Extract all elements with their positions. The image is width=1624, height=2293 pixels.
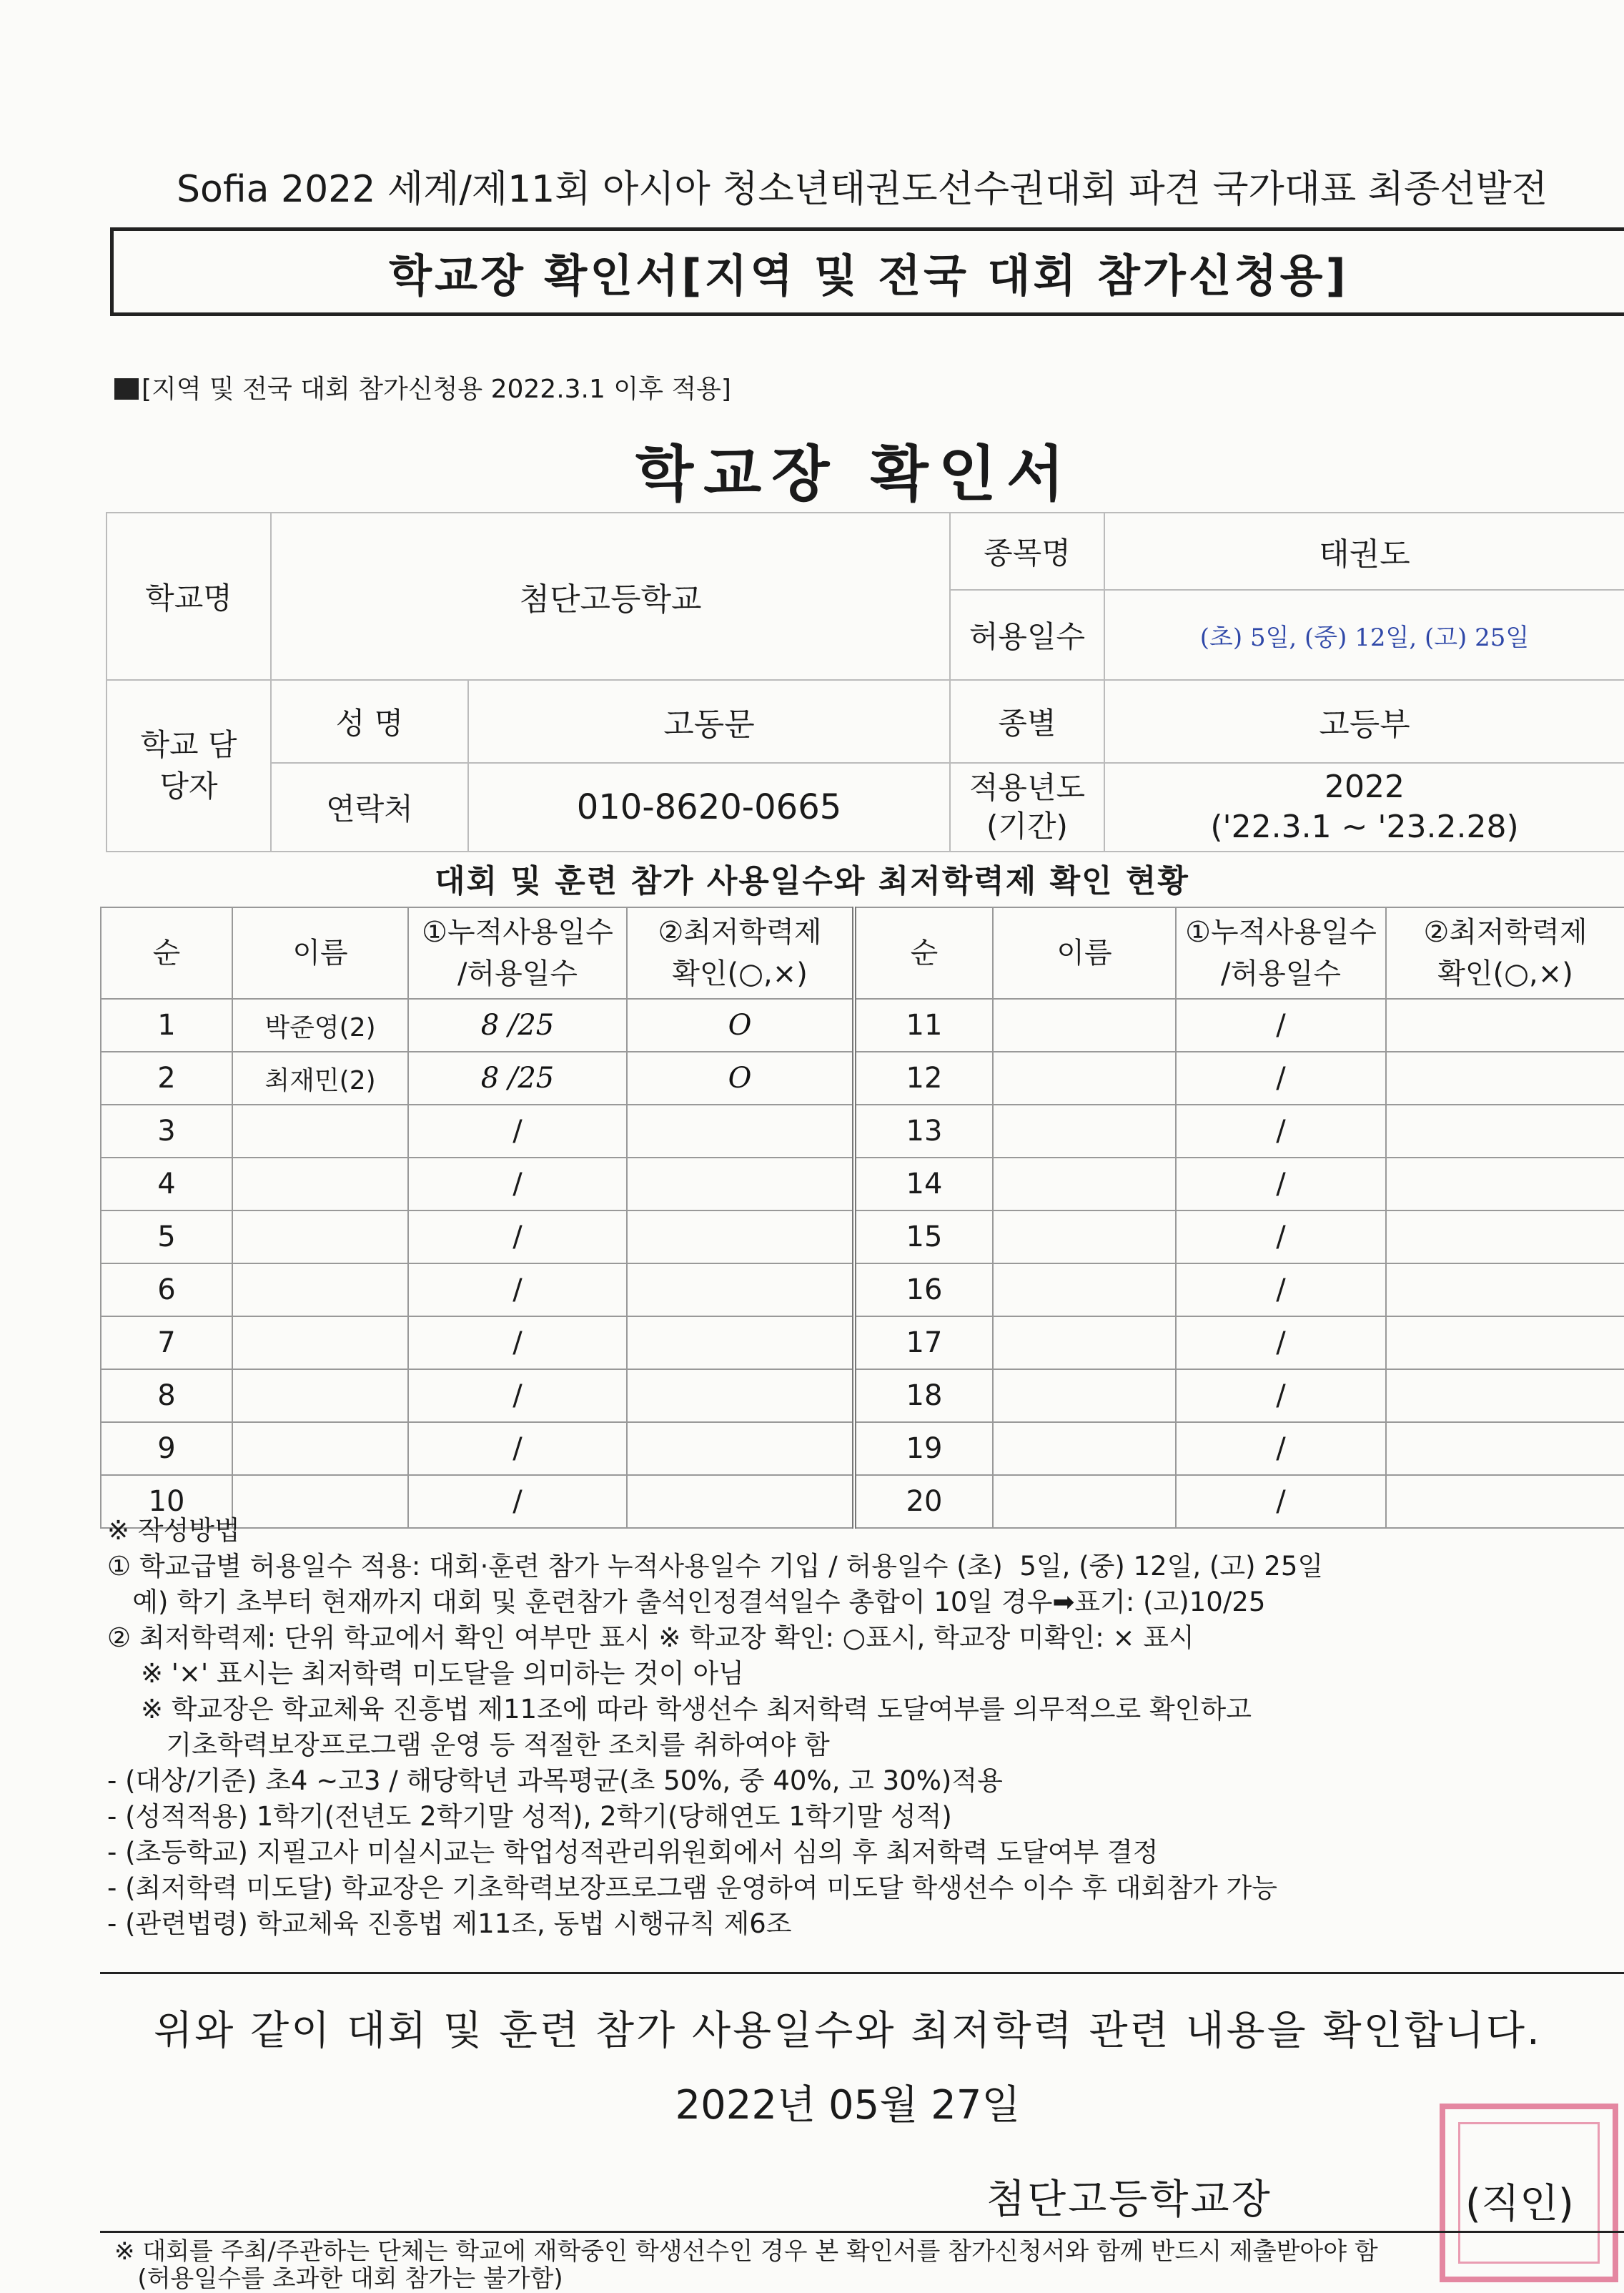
header-min-line1: ②최저학력제 <box>658 916 822 949</box>
row-min: O <box>627 1052 854 1105</box>
row-days: / <box>1176 1052 1386 1105</box>
year-cell <box>1104 763 1624 852</box>
info-table <box>106 512 1624 852</box>
row-min <box>1386 1052 1624 1105</box>
table-row <box>101 1369 1624 1422</box>
row-name <box>232 1422 408 1475</box>
row-num: 5 <box>101 1210 232 1263</box>
row-num: 15 <box>854 1210 993 1263</box>
row-days: / <box>408 1105 627 1158</box>
table-caption: 대회 및 훈련 참가 사용일수와 최저학력제 확인 현황 <box>435 863 1189 899</box>
row-days: / <box>1176 1422 1386 1475</box>
confirmation-statement: 위와 같이 대회 및 훈련 참가 사용일수와 최저학력 관련 내용을 확인합니다. <box>154 2008 1542 2054</box>
row-days: / <box>1176 1475 1386 1528</box>
header-days-line1: ①누적사용일수 <box>422 916 613 949</box>
row-num: 10 <box>101 1475 232 1528</box>
year-label: 적용년도 (기간) <box>950 763 1104 852</box>
box-title: 학교장 확인서[지역 및 전국 대회 참가신청용] <box>110 227 1624 316</box>
row-name <box>993 1369 1176 1422</box>
table-row <box>101 1158 1624 1210</box>
row-days: / <box>408 1263 627 1316</box>
row-days: / <box>1176 1210 1386 1263</box>
row-days: / <box>1176 1105 1386 1158</box>
instruction-line: 기초학력보장프로그램 운영 등 적절한 조치를 취하여야 함 <box>107 1730 830 1760</box>
contact-value: 010-8620-0665 <box>468 763 950 852</box>
row-num: 19 <box>854 1422 993 1475</box>
row-min <box>627 1422 854 1475</box>
footer-divider <box>100 2231 1624 2233</box>
row-name: 최재민(2) <box>232 1052 408 1105</box>
table-row <box>101 1052 1624 1105</box>
records-table <box>100 907 1624 1529</box>
instruction-line: ※ '×' 표시는 최저학력 미도달을 의미하는 것이 아님 <box>107 1658 744 1689</box>
row-name <box>993 1422 1176 1475</box>
allowed-value: (초) 5일, (중) 12일, (고) 25일 <box>1104 590 1624 680</box>
doc-title: 학교장 확인서 <box>635 439 1075 509</box>
sport-label: 종목명 <box>950 513 1104 590</box>
row-num: 4 <box>101 1158 232 1210</box>
row-days: / <box>408 1369 627 1422</box>
row-num: 17 <box>854 1316 993 1369</box>
row-min <box>627 1210 854 1263</box>
instruction-line: ※ 작성방법 <box>107 1515 240 1546</box>
row-num: 20 <box>854 1475 993 1528</box>
instruction-line: ※ 학교장은 학교체육 진흥법 제11조에 따라 학생선수 최저학력 도달여부를 의무적으로 확인하고 <box>107 1694 1252 1725</box>
event-title: Sofia 2022 세계/제11회 아시아 청소년태권도선수권대회 파견 국가대표 최종선발전 <box>177 168 1548 211</box>
row-min <box>1386 1210 1624 1263</box>
instruction-line: ① 학교급별 허용일수 적용: 대회·훈련 참가 누적사용일수 기입 / 허용일수 (초) 5일, (중) 12일, (고) 25일 <box>107 1551 1324 1582</box>
row-name <box>232 1158 408 1210</box>
row-days: / <box>1176 999 1386 1052</box>
row-days: 8 /25 <box>408 999 627 1052</box>
name-value: 고동문 <box>468 680 950 763</box>
header-min-line2-2: 확인(○,×) <box>1437 957 1573 990</box>
header-min-line2: 확인(○,×) <box>672 957 808 990</box>
name-label: 성 명 <box>271 680 468 763</box>
row-num: 11 <box>854 999 993 1052</box>
row-days: / <box>1176 1369 1386 1422</box>
square-bullet-icon <box>114 378 139 400</box>
row-num: 18 <box>854 1369 993 1422</box>
header-name-2: 이름 <box>993 907 1176 999</box>
principal-name: 첨단고등학교장 <box>986 2176 1272 2223</box>
header-num: 순 <box>101 907 232 999</box>
row-min <box>627 1158 854 1210</box>
row-min <box>627 1316 854 1369</box>
row-days: / <box>408 1316 627 1369</box>
row-name <box>232 1210 408 1263</box>
row-name <box>232 1263 408 1316</box>
table-row <box>101 1263 1624 1316</box>
row-min <box>627 1105 854 1158</box>
row-min <box>1386 1369 1624 1422</box>
year-value: 2022 <box>1325 769 1405 805</box>
row-name <box>232 1369 408 1422</box>
header-min <box>627 907 854 999</box>
row-name <box>993 1316 1176 1369</box>
table-row <box>101 1105 1624 1158</box>
issue-date: 2022년 05월 27일 <box>675 2082 1021 2129</box>
header-days <box>408 907 627 999</box>
header-days-line1-2: ①누적사용일수 <box>1185 916 1377 949</box>
row-num: 14 <box>854 1158 993 1210</box>
row-min <box>1386 1263 1624 1316</box>
instruction-line: - (관련법령) 학교체육 진흥법 제11조, 동법 시행규칙 제6조 <box>107 1908 792 1939</box>
table-row <box>101 1422 1624 1475</box>
row-num: 12 <box>854 1052 993 1105</box>
row-num: 8 <box>101 1369 232 1422</box>
row-num: 3 <box>101 1105 232 1158</box>
footer-note <box>114 2238 1601 2292</box>
row-num: 7 <box>101 1316 232 1369</box>
row-min <box>1386 1422 1624 1475</box>
header-days-line2: /허용일수 <box>457 957 578 990</box>
table-row <box>101 1210 1624 1263</box>
school-name: 첨단고등학교 <box>271 513 950 680</box>
row-min <box>627 1369 854 1422</box>
row-days: / <box>408 1210 627 1263</box>
row-days: / <box>1176 1316 1386 1369</box>
row-num: 2 <box>101 1052 232 1105</box>
allowed-label: 허용일수 <box>950 590 1104 680</box>
instruction-line: ② 최저학력제: 단위 학교에서 확인 여부만 표시 ※ 학교장 확인: ○표시, 학교장 미확인: × 표시 <box>107 1622 1194 1653</box>
instruction-line: 예) 학기 초부터 현재까지 대회 및 훈련참가 출석인정결석일수 총합이 10일 경우➡표기: (고)10/25 <box>107 1587 1266 1617</box>
row-days: / <box>408 1422 627 1475</box>
header-name: 이름 <box>232 907 408 999</box>
row-min <box>627 1263 854 1316</box>
footer-line: (허용일수를 초과한 대회 참가는 불가함) <box>114 2264 563 2293</box>
instruction-line: - (대상/기준) 초4 ~고3 / 해당학년 과목평균(초 50%, 중 40%, 고 30%)적용 <box>107 1765 1003 1796</box>
row-min <box>1386 1158 1624 1210</box>
manager-label: 학교 담당자 <box>107 680 271 852</box>
row-min <box>1386 999 1624 1052</box>
table-row <box>101 1316 1624 1369</box>
instruction-line: - (초등학교) 지필고사 미실시교는 학업성적관리위원회에서 심의 후 최저학력 도달여부 결정 <box>107 1837 1159 1868</box>
header-min-line1-2: ②최저학력제 <box>1423 916 1588 949</box>
seal-label: (직인) <box>1465 2181 1574 2227</box>
contact-label: 연락처 <box>271 763 468 852</box>
table-row <box>101 999 1624 1052</box>
school-label: 학교명 <box>107 513 271 680</box>
header-days-line2-2: /허용일수 <box>1220 957 1342 990</box>
row-days: 8 /25 <box>408 1052 627 1105</box>
row-name <box>993 1263 1176 1316</box>
writing-instructions <box>107 1513 1608 1942</box>
row-days: / <box>1176 1263 1386 1316</box>
row-min <box>1386 1105 1624 1158</box>
notice <box>114 369 731 405</box>
header-min-2 <box>1386 907 1624 999</box>
row-num: 9 <box>101 1422 232 1475</box>
header-num-2: 순 <box>854 907 993 999</box>
row-name <box>232 1316 408 1369</box>
notice-text: [지역 및 전국 대회 참가신청용 2022.3.1 이후 적용] <box>142 375 731 404</box>
row-days: / <box>408 1475 627 1528</box>
row-name <box>993 1052 1176 1105</box>
instruction-line: - (성적적용) 1학기(전년도 2학기말 성적), 2학기(당해연도 1학기말 성적) <box>107 1801 952 1832</box>
row-name: 박준영(2) <box>232 999 408 1052</box>
row-name <box>993 1105 1176 1158</box>
row-min: O <box>627 999 854 1052</box>
category-value: 고등부 <box>1104 680 1624 763</box>
instruction-line: - (최저학력 미도달) 학교장은 기초학력보장프로그램 운영하여 미도달 학생선수 이수 후 대회참가 가능 <box>107 1873 1278 1903</box>
row-num: 6 <box>101 1263 232 1316</box>
row-num: 16 <box>854 1263 993 1316</box>
row-name <box>232 1105 408 1158</box>
row-name <box>993 999 1176 1052</box>
row-min <box>1386 1316 1624 1369</box>
row-name <box>993 1158 1176 1210</box>
year-period: ('22.3.1 ~ '23.2.28) <box>1210 809 1519 845</box>
row-num: 13 <box>854 1105 993 1158</box>
row-days: / <box>408 1158 627 1210</box>
records-header-row <box>101 907 1624 999</box>
sport-value: 태권도 <box>1104 513 1624 590</box>
footer-line: ※ 대회를 주최/주관하는 단체는 학교에 재학중인 학생선수인 경우 본 확인서를 참가신청서와 함께 반드시 제출받아야 함 <box>114 2237 1378 2266</box>
row-num: 1 <box>101 999 232 1052</box>
row-name <box>993 1210 1176 1263</box>
header-days-2 <box>1176 907 1386 999</box>
divider-line <box>100 1972 1624 1974</box>
category-label: 종별 <box>950 680 1104 763</box>
row-days: / <box>1176 1158 1386 1210</box>
